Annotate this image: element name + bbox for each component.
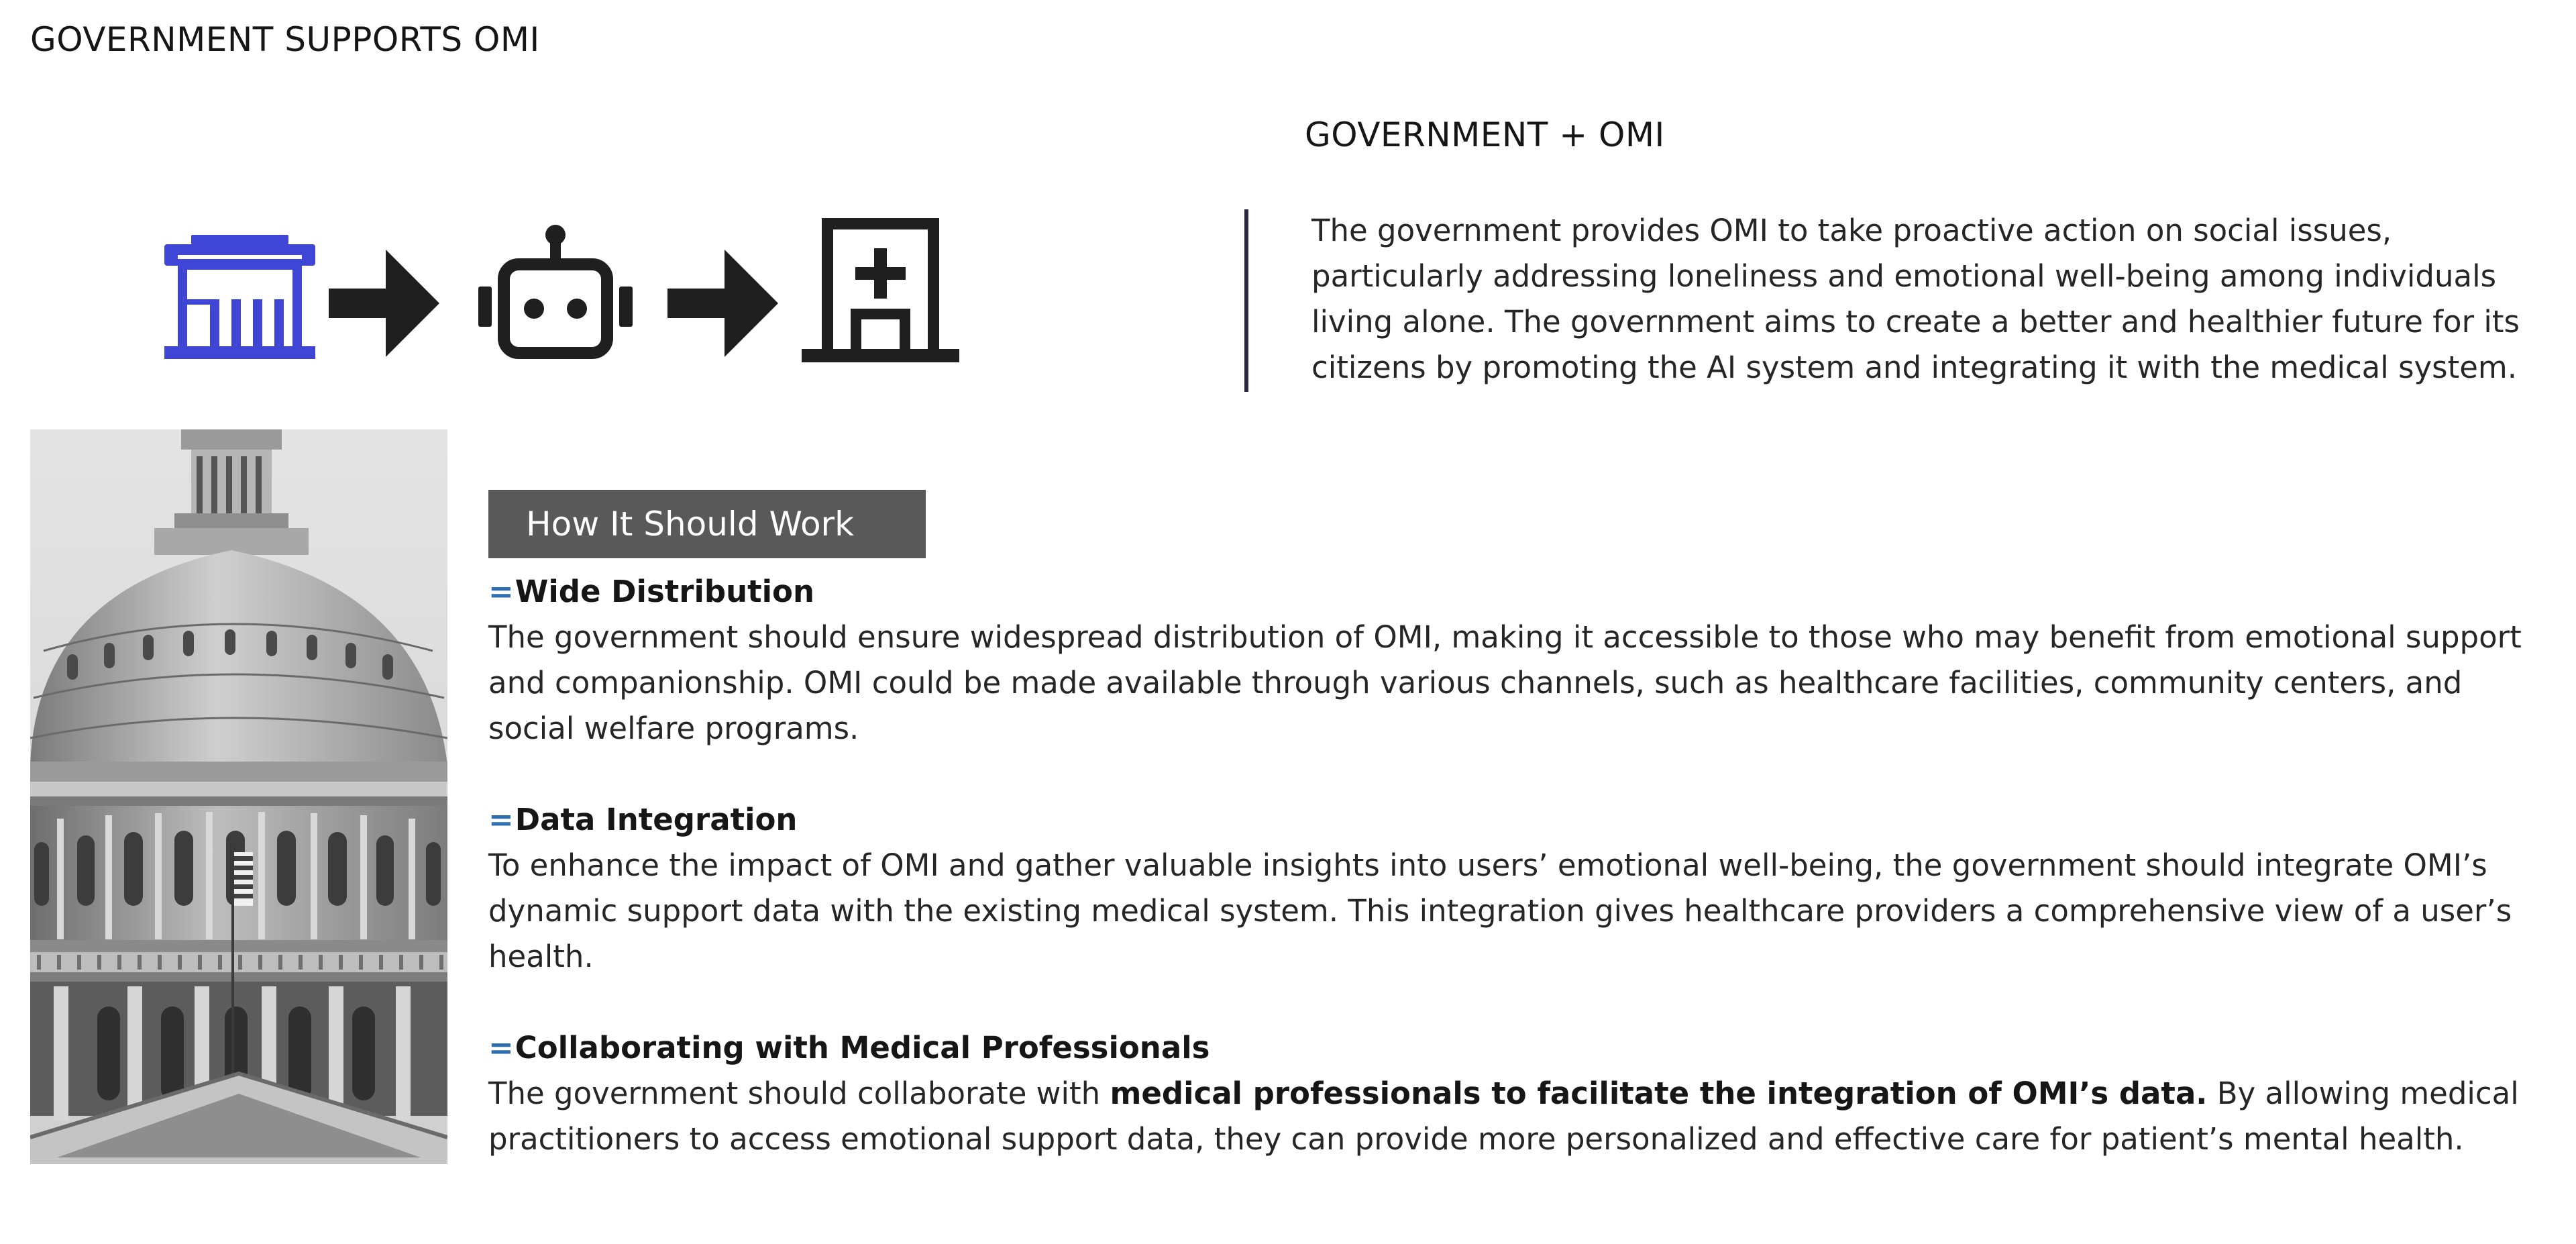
arrow-right-icon — [667, 250, 778, 357]
item-body — [488, 1071, 2534, 1162]
item-body-emphasis: medical professionals to facilitate the integration of OMI’s data. — [1110, 1076, 2208, 1111]
how-it-should-work-label: How It Should Work — [488, 490, 926, 558]
item-heading-text: Collaborating with Medical Professionals — [515, 1030, 1210, 1066]
item-heading — [488, 797, 2534, 843]
item-body-start: The government should collaborate with — [488, 1076, 1110, 1111]
robot-icon — [478, 223, 633, 360]
item-body-end: By allowing medical practitioners to access emotional support data, they can provide more personalized and effective care for patient’s mental health. — [488, 1076, 2519, 1157]
item-body: To enhance the impact of OMI and gather valuable insights into users’ emotional well-being, the government should integrate OMI’s dynamic support data with the existing medical system. This integration gives healthcare providers a comprehensive view of a user’s health. — [488, 847, 2512, 974]
item-heading — [488, 1025, 2534, 1071]
vertical-divider — [1244, 209, 1248, 392]
bullet-symbol: = — [488, 802, 514, 837]
capitol-dome-photo — [30, 429, 447, 1164]
hospital-icon — [802, 218, 959, 362]
item-body: The government should ensure widespread distribution of OMI, making it accessible to those who may benefit from emotional support and companionship. OMI could be made available through various channels, such as healthcare facilities, community centers, and social welfare programs. — [488, 619, 2522, 746]
list-item — [488, 797, 2534, 980]
flow-diagram — [164, 208, 969, 382]
arrow-right-icon — [329, 250, 439, 357]
item-heading-text: Wide Distribution — [515, 574, 815, 609]
item-heading-text: Data Integration — [515, 802, 798, 837]
intro-heading: GOVERNMENT + OMI — [1305, 115, 1665, 154]
item-heading — [488, 569, 2534, 615]
list-item — [488, 1025, 2534, 1162]
intro-paragraph: The government provides OMI to take proactive action on social issues, particularly addressing loneliness and emotional well-being among individuals living alone. The government aims to create a better and healthier future for its citizens by promoting the AI system and integrating it with the medical system. — [1311, 213, 2520, 385]
list-item — [488, 569, 2534, 751]
bullet-symbol: = — [488, 574, 514, 609]
page-title: GOVERNMENT SUPPORTS OMI — [30, 20, 540, 59]
government-building-icon — [164, 235, 315, 359]
bullet-symbol: = — [488, 1030, 514, 1066]
